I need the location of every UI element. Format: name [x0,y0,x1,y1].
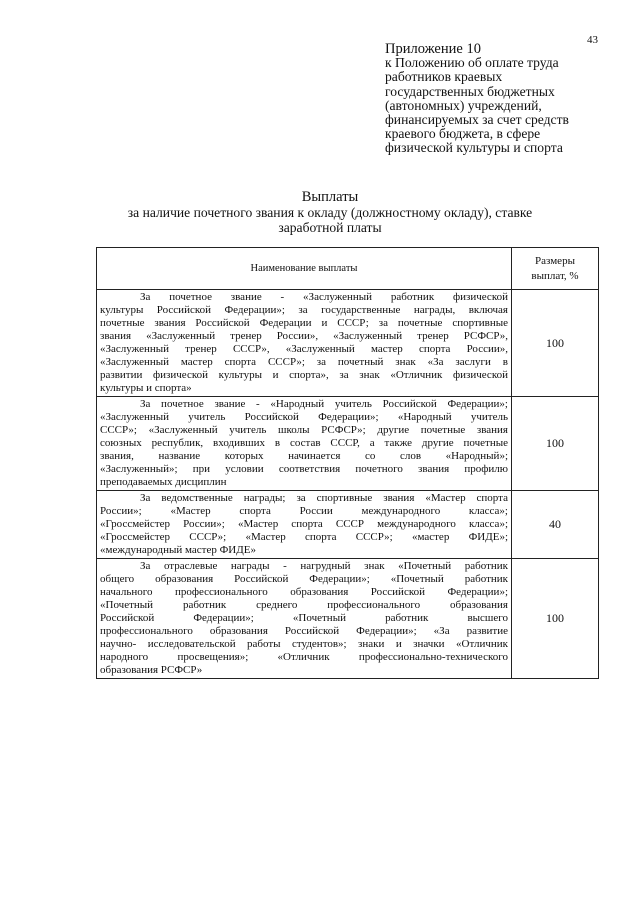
payment-percent: 40 [512,491,599,559]
appendix-line: Приложение 10 [385,41,481,57]
appendix-line: краевого бюджета, в сфере [385,126,541,142]
appendix-header [385,42,615,156]
description-line: развитии физической культуры и спорта», за знак «Отличник физической [100,369,508,381]
title-line-3: заработной платы [278,220,382,235]
payment-description [97,559,512,679]
appendix-line: работников краевых [385,69,503,85]
description-line: СССР»; «Заслуженный учитель школы РСФСР»; другие почетные звания [100,424,508,436]
description-line: научно- исследовательской работы студентов»; знаки и значки «Отличник [100,638,508,650]
description-line: За почетное звание - «Заслуженный работник физической [140,291,508,303]
appendix-line: (автономных) учреждений, [385,97,542,113]
payment-description [97,290,512,397]
description-line: культуры Российской Федерации»; за государственные награды, включая [100,304,508,316]
description-line: звания «Заслуженный тренер России», «Заслуженный тренер РСФСР», [100,330,508,342]
description-line: «Почетный работник среднего профессионального образования [100,599,508,611]
table-body [97,290,599,679]
table-row [97,290,599,397]
payment-percent: 100 [512,397,599,491]
title-line-1: Выплаты [301,189,359,205]
description-line: начального профессионального образования Российской Федерации»; [100,586,508,598]
description-line: народного просвещения»; «Отличник профессионально-технического [100,651,508,663]
description-line: Российской Федерации»; «Почетный работник высшего [100,612,508,624]
description-line: «Гроссмейстер СССР»; «Мастер спорта СССР»; «мастер ФИДЕ»; [100,531,508,543]
appendix-line: государственных бюджетных [385,83,555,99]
header-payment-name: Наименование выплаты [97,248,512,290]
table-header-row [97,248,599,290]
payment-description [97,397,512,491]
description-line: профессионального образования Российской Федерации»; «За развитие [100,625,508,637]
description-line: «Гроссмейстер России»; «Мастер спорта СССР международного класса»; [100,518,508,530]
description-line: общего образования Российской Федерации»; «Почетный работник [100,573,508,585]
header-payment-size [512,248,599,290]
description-line: За ведомственные награды; за спортивные звания «Мастер спорта [140,492,508,504]
table-row [97,397,599,491]
description-line: образования РСФСР» [100,664,203,676]
page-number: 43 [587,34,598,46]
description-line: преподаваемых дисциплин [100,476,227,488]
description-line: союзных республик, входивших в состав СССР, а также другие почетные [100,437,508,449]
payment-percent: 100 [512,559,599,679]
description-line: почетные звания Российской Федерации и СССР; за почетные спортивные [100,317,508,329]
header-size-line-2: выплат, % [531,269,579,282]
header-size-line-1: Размеры [535,254,575,267]
description-line: «Заслуженный учитель Российской Федерации»; «Народный учитель [100,411,508,423]
payments-table [96,247,599,679]
description-line: звания, название которых начинается со слов «Народный»; [100,450,508,462]
description-line: «международный мастер ФИДЕ» [100,544,256,556]
appendix-line: физической культуры и спорта [385,140,563,156]
description-line: За почетное звание - «Народный учитель Российской Федерации»; [140,398,508,410]
description-line: «Заслуженный»; при условии соответствия почетного звания профилю [100,463,508,475]
title-line-2: за наличие почетного звания к окладу (должностному окладу), ставке [127,205,533,220]
table-row [97,559,599,679]
appendix-line: финансируемых за счет средств [385,112,569,128]
payment-percent: 100 [512,290,599,397]
table-row [97,491,599,559]
payment-description [97,491,512,559]
description-line: «Заслуженный тренер СССР», «Заслуженный мастер спорта России», [100,343,508,355]
description-line: «Заслуженный мастер спорта СССР»; за почетный знак «За заслуги в [100,356,508,368]
document-title [60,190,600,235]
appendix-line: к Положению об оплате труда [385,55,559,71]
description-line: За отраслевые награды - нагрудный знак «Почетный работник [140,560,508,572]
description-line: России»; «Мастер спорта России международного класса»; [100,505,508,517]
description-line: культуры и спорта» [100,382,192,394]
